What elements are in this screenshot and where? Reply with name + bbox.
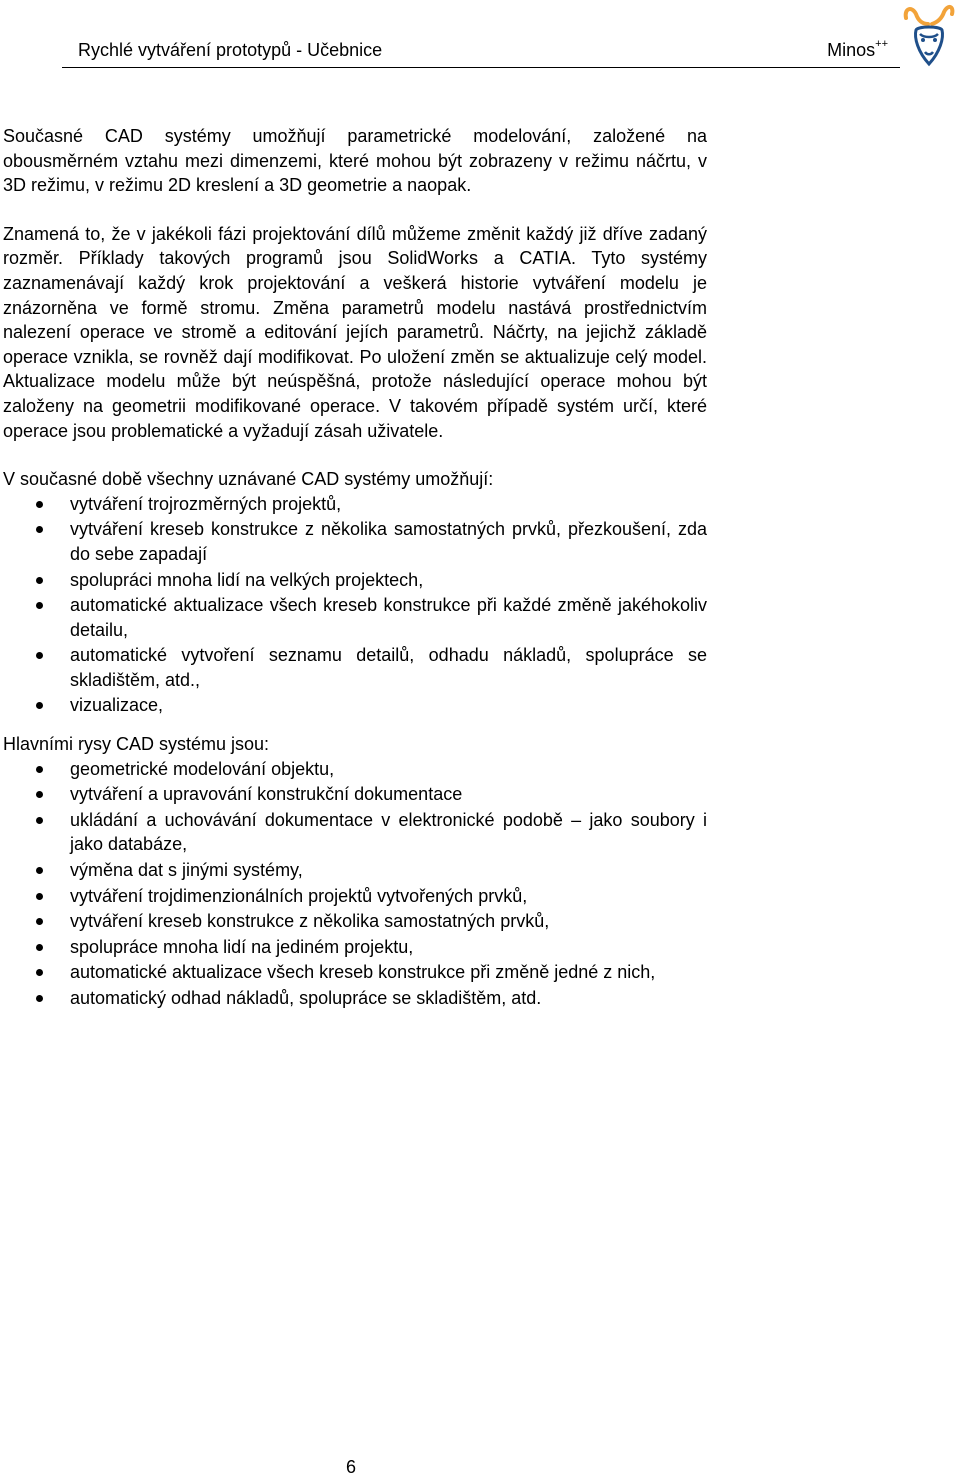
list-item: geometrické modelování objektu, — [3, 757, 707, 782]
list-item: automatické aktualizace všech kreseb konstrukce při změně jedné z nich, — [3, 960, 707, 985]
list-item: automatický odhad nákladů, spolupráce se skladištěm, atd. — [3, 986, 707, 1011]
page-number: 6 — [346, 1457, 357, 1477]
list-item: vytváření trojdimenzionálních projektů vytvořených prvků, — [3, 884, 707, 909]
list-item: vytváření kreseb konstrukce z několika samostatných prvků, — [3, 909, 707, 934]
list-item: vytváření kreseb konstrukce z několika samostatných prvků, přezkoušení, zda do sebe zapadají — [3, 517, 707, 566]
list-item: vizualizace, — [3, 693, 707, 718]
list-item: automatické vytvoření seznamu detailů, odhadu nákladů, spolupráce se skladištěm, atd., — [3, 643, 707, 692]
list1-bullets — [3, 492, 707, 718]
list-item: vytváření trojrozměrných projektů, — [3, 492, 707, 517]
list2-bullets — [3, 757, 707, 1011]
header-brand — [827, 40, 888, 61]
list2-intro: Hlavními rysy CAD systému jsou: — [3, 734, 270, 755]
list-item: výměna dat s jinými systémy, — [3, 858, 707, 883]
paragraph-parametric: Znamená to, že v jakékoli fázi projektování dílů můžeme změnit každý již dříve zadaný rozměr. Příklady takových programů jsou SolidWorks a CATIA. Tyto systémy zaznamenávají každý krok projektování a veškerá historie vytváření modelu je znázorněna ve formě stromu. Změna parametrů modelu nastává prostřednictvím nalezení operace ve stromě a editování jejích parametrů. Náčrty, na jejichž základě operace vznikla, se rovněž dají modifikovat. Po uložení změn se aktualizuje celý model. Aktualizace modelu může být neúspěšná, protože následující operace mohou být založeny na geometrii modifikované operace. V takovém případě systém určí, které operace jsou problematické a vyžadují zásah uživatele. — [3, 223, 707, 441]
paragraph-intro: Současné CAD systémy umožňují parametrické modelování, založené na obousměrném vztahu mezi dimenzemi, které mohou být zobrazeny v režimu náčrtu, v 3D režimu, v režimu 2D kreslení a 3D geometrie a naopak. — [3, 126, 707, 196]
page-header — [62, 0, 900, 68]
brand-superscript: ++ — [875, 38, 888, 50]
list-item: spolupráce mnoha lidí na jediném projektu, — [3, 935, 707, 960]
list-item: vytváření a upravování konstrukční dokumentace — [3, 782, 707, 807]
list-item: spolupráci mnoha lidí na velkých projektech, — [3, 568, 707, 593]
list1-intro: V současné době všechny uznávané CAD systémy umožňují: — [3, 469, 494, 490]
brand-name: Minos — [827, 40, 876, 60]
page-content — [3, 124, 707, 1025]
list-item: automatické aktualizace všech kreseb konstrukce při každé změně jakéhokoliv detailu, — [3, 593, 707, 642]
list-item: ukládání a uchovávání dokumentace v elektronické podobě – jako soubory i jako databáze, — [3, 808, 707, 857]
minos-bull-logo-icon — [898, 4, 960, 68]
header-title: Rychlé vytváření prototypů - Učebnice — [78, 40, 383, 60]
